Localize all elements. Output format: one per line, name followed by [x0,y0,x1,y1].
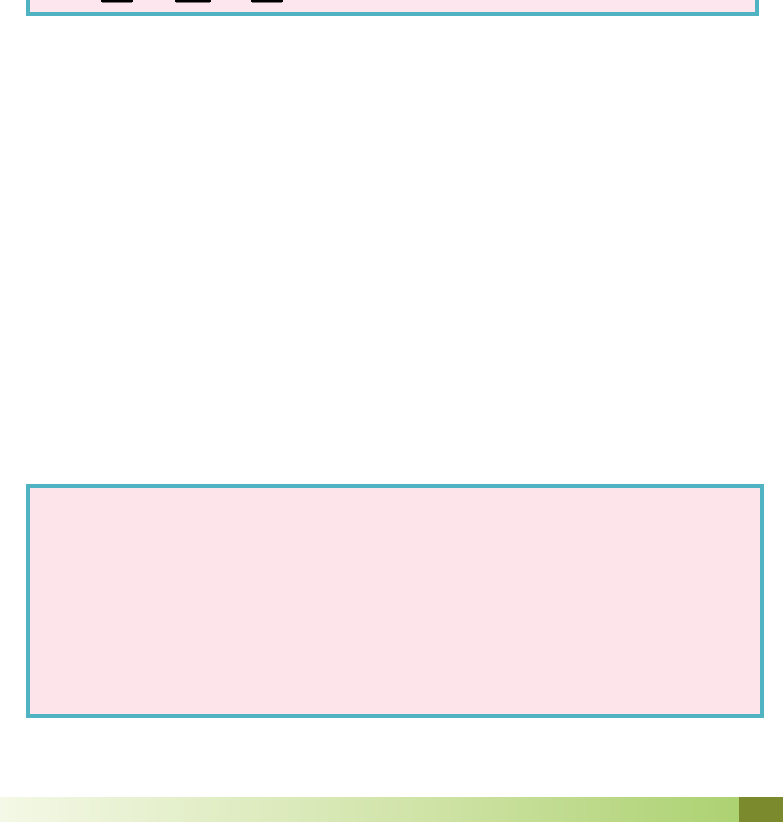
exercise-caption [26,432,70,453]
page-number [739,797,783,822]
page-footer [0,797,783,822]
tablature-svg [30,488,760,714]
previous-tab-stems [30,0,763,6]
tablature-frame [26,484,764,718]
previous-tab-frame [26,0,759,16]
